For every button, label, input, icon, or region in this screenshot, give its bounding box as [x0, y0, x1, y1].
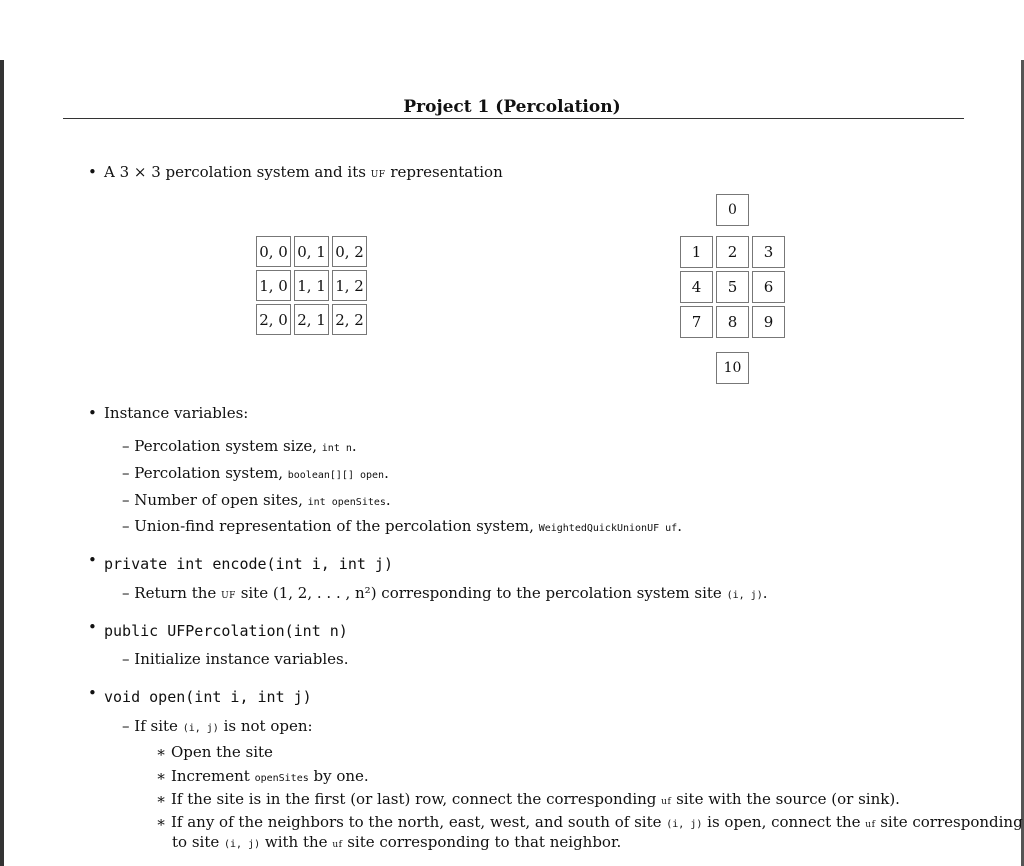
- constructor-description: – Initialize instance variables.: [122, 650, 349, 668]
- bullet-4-dot: •: [88, 618, 97, 636]
- iv-3-text: Number of open sites,: [134, 491, 308, 509]
- uf-source-cell: 0: [716, 194, 749, 226]
- open-step-5-uf: uf: [332, 840, 343, 850]
- iv-3-code: int openSites: [307, 497, 386, 508]
- iv-1-text: Percolation system size,: [134, 437, 322, 455]
- iv-1-code: int n: [321, 443, 352, 454]
- iv-2-text: Percolation system,: [134, 464, 288, 482]
- iv-4-end: .: [677, 517, 682, 535]
- method-encode: private int encode(int i, int j): [104, 555, 393, 573]
- open-step-5-b: with the: [260, 833, 333, 851]
- open-step-1: ∗ Open the site: [156, 743, 273, 761]
- bullet-2-text: Instance variables:: [104, 404, 249, 422]
- open-step-5-c: site corresponding to that neighbor.: [342, 833, 622, 851]
- open-desc-code: (i, j): [182, 723, 219, 734]
- open-step-4-continued: [172, 833, 621, 851]
- open-step-4-a: If any of the neighbors to the north, east, west, and south of site: [170, 813, 667, 831]
- grid-cell: 2, 1: [294, 304, 329, 335]
- open-step-2-code: openSites: [254, 773, 309, 784]
- uf-sink-cell: 10: [716, 352, 749, 384]
- uf-cell: 2: [716, 236, 749, 268]
- grid-cell: 1, 0: [256, 270, 291, 301]
- grid-cell: 1, 2: [332, 270, 367, 301]
- bullet-5-dot: •: [88, 684, 97, 702]
- grid-cell: 2, 2: [332, 304, 367, 335]
- encode-desc-uf: UF: [221, 591, 236, 601]
- open-step-4-c: site corresponding: [875, 813, 1023, 831]
- iv-4-text: Union-find representation of the percolation system,: [134, 517, 539, 535]
- page-edge-left: [0, 60, 4, 866]
- open-step-5-code: (i, j): [224, 839, 261, 850]
- instance-var-3: – Number of open sites, int openSites.: [122, 491, 391, 509]
- open-step-3: ∗ If the site is in the first (or last) row, connect the corresponding uf site with the source (or sink).: [156, 790, 900, 808]
- bullet-1-part-b: representation: [385, 163, 503, 181]
- method-constructor: public UFPercolation(int n): [104, 622, 348, 640]
- uf-cell: 3: [752, 236, 785, 268]
- bullet-2-dot: •: [88, 404, 97, 422]
- page-title: Project 1 (Percolation): [403, 97, 621, 117]
- grid-cell: 0, 2: [332, 236, 367, 267]
- open-description: – If site (i, j) is not open:: [122, 717, 313, 735]
- bullet-1-dot: •: [88, 163, 97, 181]
- uf-cell: 9: [752, 306, 785, 338]
- open-step-4-b: is open, connect the: [702, 813, 866, 831]
- iv-2-end: .: [384, 464, 389, 482]
- method-open: void open(int i, int j): [104, 688, 312, 706]
- open-desc-a: If site: [134, 717, 183, 735]
- uf-cell: 6: [752, 271, 785, 303]
- percolation-grid: [256, 236, 367, 335]
- uf-cell: 1: [680, 236, 713, 268]
- grid-cell: 2, 0: [256, 304, 291, 335]
- grid-cell: 0, 0: [256, 236, 291, 267]
- open-step-3-b: site with the source (or sink).: [671, 790, 900, 808]
- bullet-1-text: [104, 163, 503, 181]
- instance-var-1: – Percolation system size, int n.: [122, 437, 357, 455]
- grid-cell: 0, 1: [294, 236, 329, 267]
- encode-desc-a: Return the: [134, 584, 222, 602]
- uf-cell: 8: [716, 306, 749, 338]
- open-step-1-text: Open the site: [170, 743, 273, 761]
- iv-1-end: .: [351, 437, 357, 455]
- uf-cell: 7: [680, 306, 713, 338]
- open-step-3-uf: uf: [661, 797, 672, 807]
- open-step-2: ∗ Increment openSites by one.: [156, 767, 369, 785]
- open-step-4-code: (i, j): [666, 819, 703, 830]
- iv-3-end: .: [385, 491, 391, 509]
- open-step-4: ∗ If any of the neighbors to the north, east, west, and south of site (i, j) is open, connect the uf site corresponding: [156, 813, 1023, 831]
- iv-2-code: boolean[][] open: [287, 470, 385, 481]
- encode-desc-b: site (1, 2, . . . , n²) corresponding to the percolation system site: [235, 584, 727, 602]
- open-step-2-b: by one.: [308, 767, 369, 785]
- uf-grid: [680, 236, 785, 338]
- uf-cell: 5: [716, 271, 749, 303]
- bullet-3-dot: •: [88, 551, 97, 569]
- encode-desc-code: (i, j): [726, 590, 763, 601]
- encode-description: – Return the UF site (1, 2, . . . , n²) corresponding to the percolation system site (i, j).: [122, 584, 768, 602]
- uf-cell: 4: [680, 271, 713, 303]
- encode-desc-end: .: [762, 584, 768, 602]
- grid-cell: 1, 1: [294, 270, 329, 301]
- instance-var-2: – Percolation system, boolean[][] open.: [122, 464, 389, 482]
- instance-var-4: – Union-find representation of the percolation system, WeightedQuickUnionUF uf.: [122, 517, 682, 535]
- constructor-desc-text: Initialize instance variables.: [134, 650, 349, 668]
- title-rule: [63, 118, 964, 119]
- bullet-1-part-a: A 3 × 3 percolation system and its: [104, 163, 371, 181]
- open-step-2-a: Increment: [170, 767, 255, 785]
- open-step-5-a: to site: [172, 833, 224, 851]
- iv-4-code: WeightedQuickUnionUF uf: [538, 523, 678, 534]
- bullet-1-uf: UF: [370, 170, 386, 180]
- open-desc-b: is not open:: [218, 717, 313, 735]
- open-step-4-uf: uf: [865, 820, 876, 830]
- open-step-3-a: If the site is in the first (or last) row, connect the corresponding: [170, 790, 662, 808]
